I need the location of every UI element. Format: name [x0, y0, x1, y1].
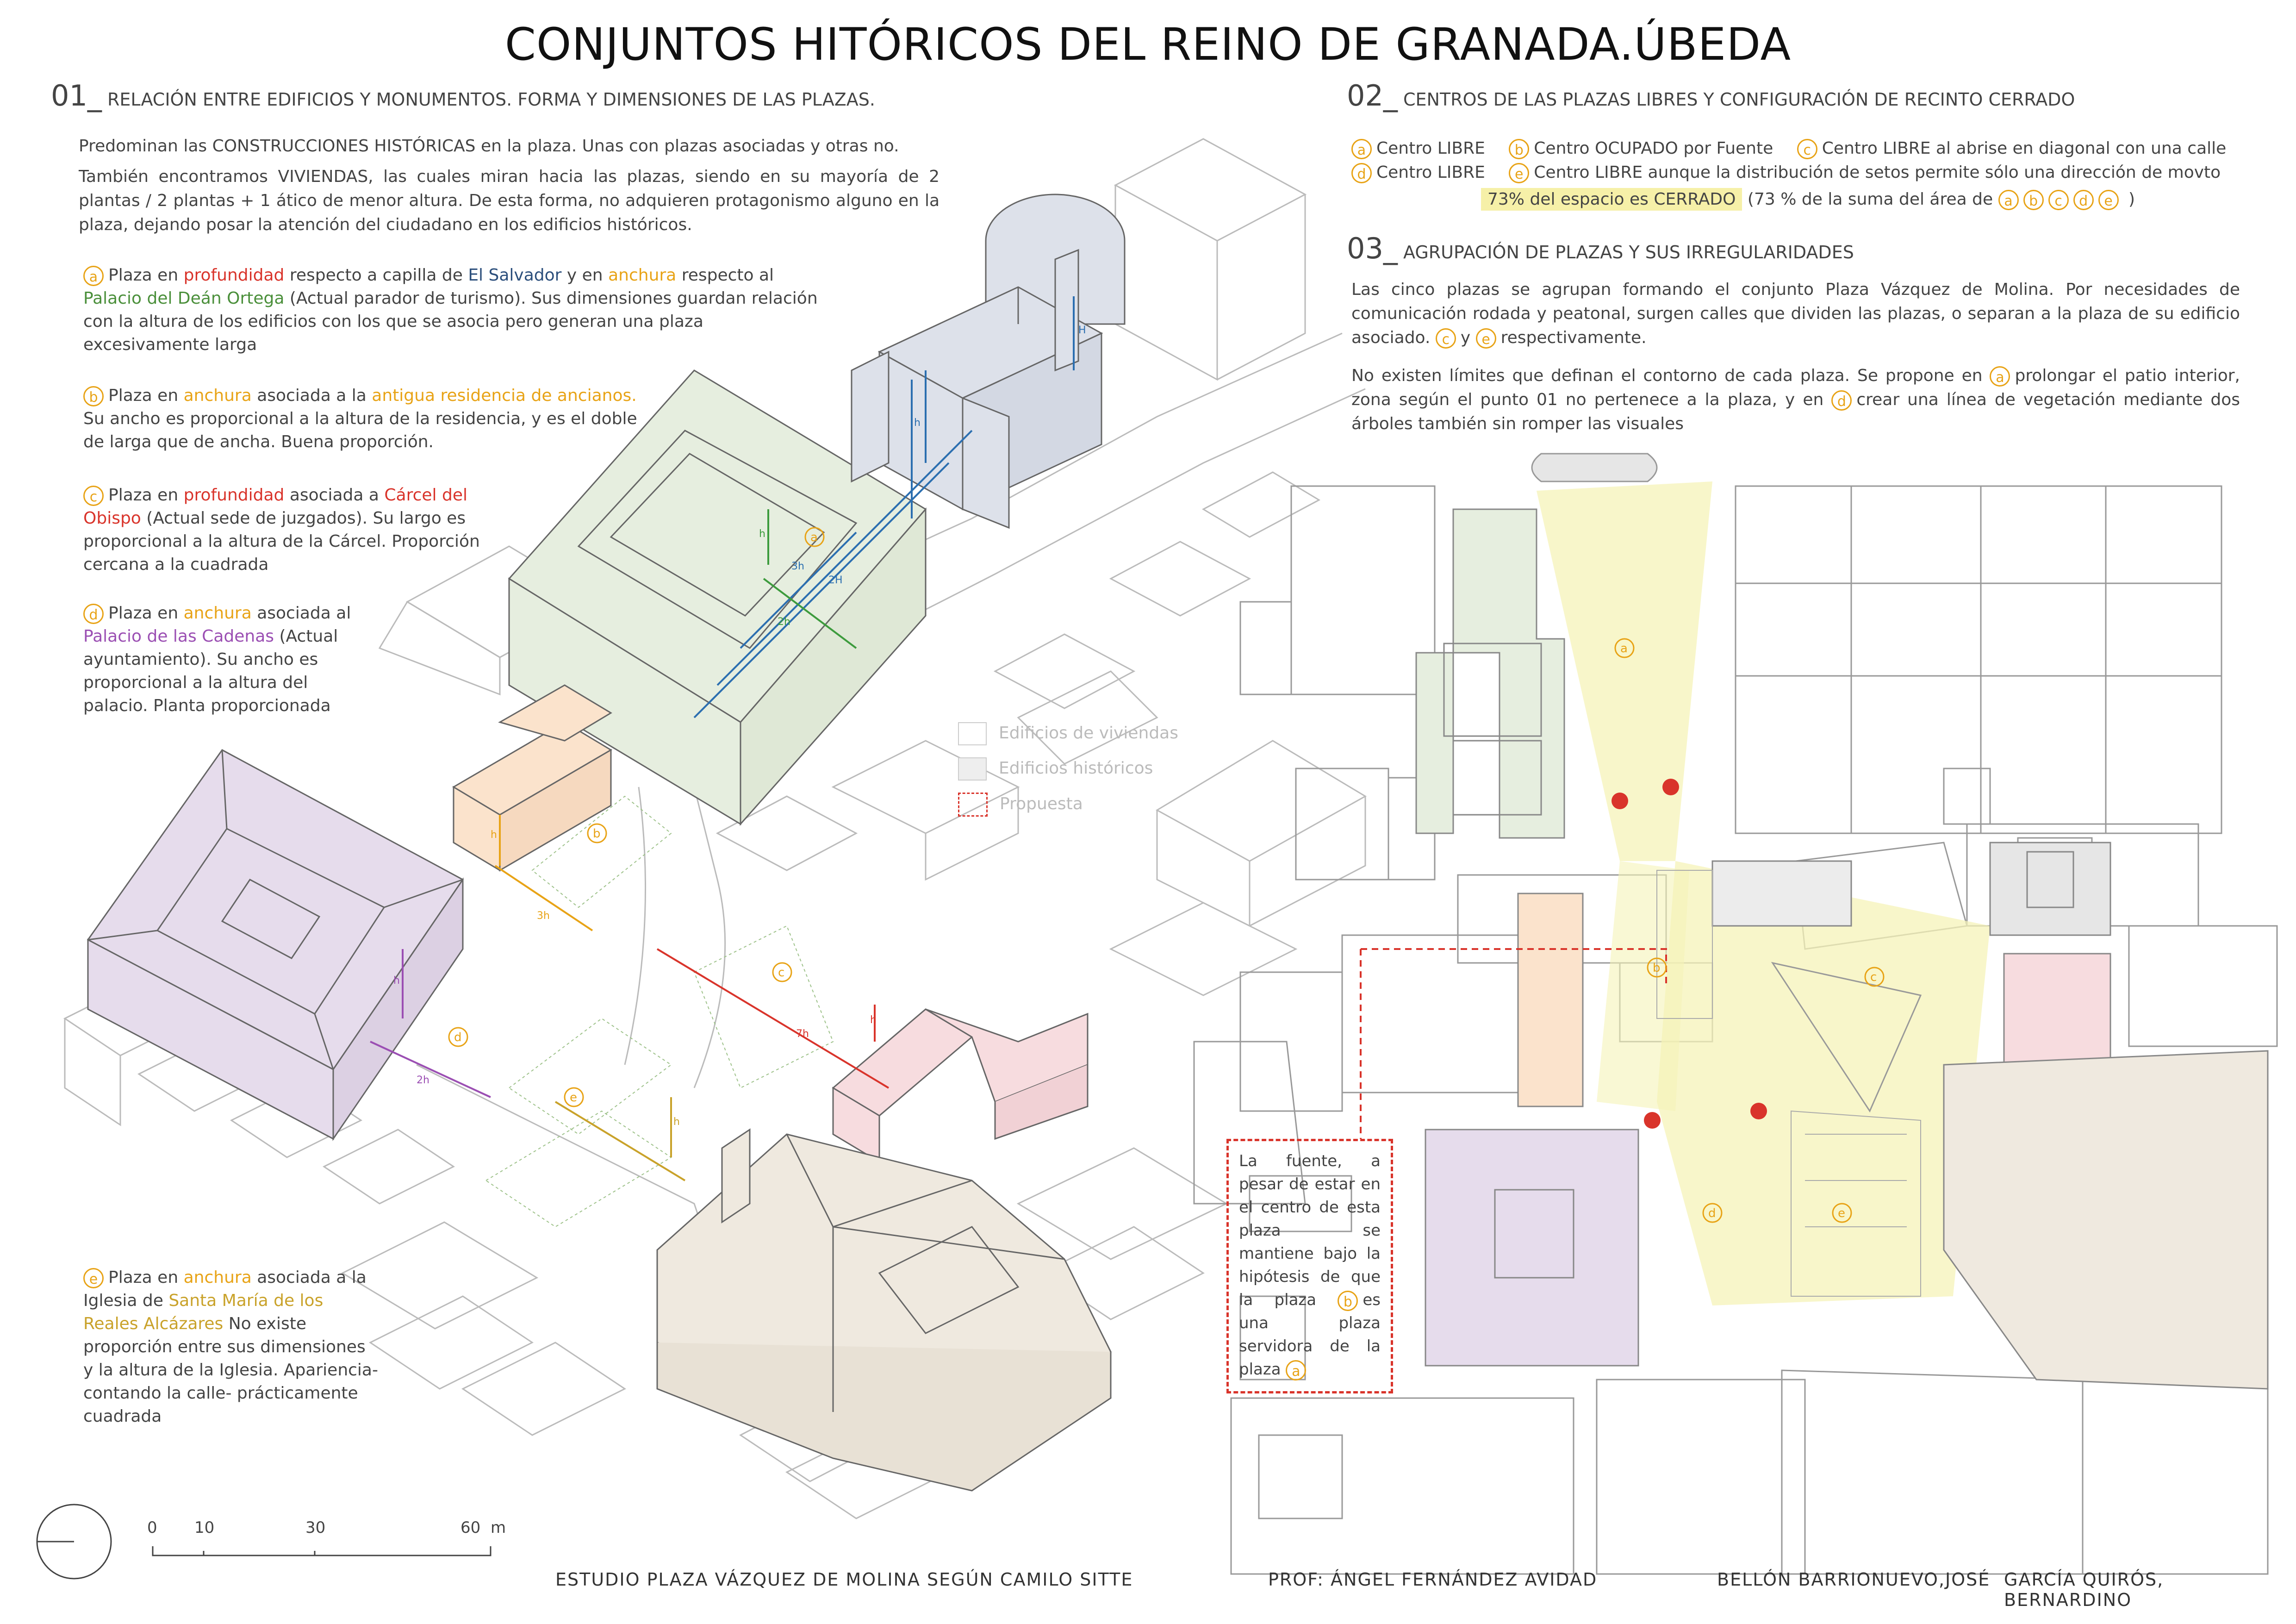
tree-icon — [1750, 1103, 1767, 1119]
note-b-text: Plaza en — [108, 386, 184, 405]
circled-letter-d: d — [1831, 390, 1852, 411]
circled-letter-b: b — [2023, 190, 2044, 210]
section1-heading — [51, 79, 875, 112]
note-e-text: No existe proporción entre sus dimensiones y la altura de la Iglesia. Apariencia-contando la calle- prácticamente cuadrada — [83, 1314, 378, 1426]
circled-letter-e: e — [83, 1268, 104, 1288]
svg-text:2H: 2H — [828, 575, 843, 586]
svg-text:H: H — [1078, 325, 1086, 336]
svg-text:a: a — [1620, 642, 1628, 656]
section1-title: RELACIÓN ENTRE EDIFICIOS Y MONUMENTOS. FORMA Y DIMENSIONES DE LAS PLAZAS. — [107, 89, 875, 110]
section2-list — [1351, 137, 2240, 212]
note-d-text: anchura — [183, 604, 252, 623]
note-a-text: (Actual parador de turismo). Sus dimensiones guardan relación con la altura de los edificios con los que se asocia pero generan una plaza excesivamente larga — [83, 289, 818, 354]
note-b — [83, 384, 657, 454]
note-a-text: respecto al — [676, 266, 774, 285]
circled-letter-e: e — [1476, 328, 1496, 349]
note-d-text: asociada al — [251, 604, 351, 623]
svg-text:3h: 3h — [537, 910, 550, 922]
note-e — [83, 1266, 380, 1428]
svg-text:3h: 3h — [791, 561, 804, 572]
note-c-text: Plaza en — [108, 486, 184, 505]
limits-text-tail: crear una línea de vegetación mediante dos árboles también sin romper las visuales — [1351, 390, 2240, 433]
note-b-text: antigua residencia de ancianos. — [372, 386, 637, 405]
intro-housing: También encontramos VIVIENDAS, las cuales miran hacia las plazas, siendo en su mayoría de 2 plantas / 2 plantas + 1 ático de menor altura. De esta forma, no adquieren protagonismo alguno en la plaza, dejando posar la atención del ciudadano en los edificios históricos. — [79, 167, 940, 234]
section2-title: CENTROS DE LAS PLAZAS LIBRES Y CONFIGURACIÓN DE RECINTO CERRADO — [1403, 89, 2075, 110]
circled-letter-e: e — [1509, 163, 1529, 183]
svg-text:h: h — [673, 1116, 680, 1128]
circled-letter-c: c — [83, 486, 104, 506]
svg-text:h: h — [393, 975, 400, 987]
legend-housing: Edificios de viviendas — [999, 724, 1178, 743]
svg-text:a: a — [810, 531, 818, 544]
circled-letter-a: a — [1286, 1360, 1306, 1380]
tree-icon — [1612, 793, 1628, 809]
note-b-text: Su ancho es proporcional a la altura de la residencia, y es el doble de larga que de ancha. Buena proporción. — [83, 409, 637, 451]
svg-text:7h: 7h — [796, 1028, 809, 1040]
center-e: Centro LIBRE aunque la distribución de setos permite sólo una dirección de movto — [1534, 163, 2221, 182]
note-d — [83, 602, 361, 718]
scale-0: 0 — [147, 1518, 157, 1537]
note-b-text: anchura — [183, 386, 252, 405]
closed-percentage-close: ) — [2128, 190, 2135, 209]
limits-text: No existen límites que definan el contorno de cada plaza. Se propone en — [1351, 366, 1983, 385]
note-e-text: Plaza en — [108, 1268, 184, 1287]
circled-letter-a: a — [1998, 190, 2019, 210]
fountain-note-text: La fuente, a pesar de estar en el centro de esta plaza se mantiene bajo la hipótesis de que la plaza — [1239, 1152, 1381, 1309]
note-a-text: El Salvador — [468, 266, 562, 285]
center-c: Centro LIBRE al abrise en diagonal con una calle — [1822, 139, 2227, 158]
section3-heading — [1347, 231, 1854, 265]
intro-historic: Predominan las CONSTRUCCIONES HISTÓRICAS en la plaza. Unas con plazas asociadas y otras no. — [79, 137, 899, 156]
legend-historic: Edificios históricos — [999, 759, 1153, 778]
svg-text:h: h — [759, 528, 765, 540]
footer-author-2: GARCÍA QUIRÓS, BERNARDINO — [2004, 1569, 2164, 1610]
circled-letter-c: c — [2048, 190, 2069, 210]
circled-letter-a: a — [83, 266, 104, 286]
note-c — [83, 484, 481, 576]
grouping-text: Las cinco plazas se agrupan formando el conjunto Plaza Vázquez de Molina. Por necesidades de comunicación rodada y peatonal, surgen calles que dividen las plazas, o separan a la plaza de su edificio asociado. — [1351, 280, 2240, 347]
note-b-text: asociada a la — [251, 386, 372, 405]
note-a-text: profundidad — [183, 266, 285, 285]
circled-letter-b: b — [83, 386, 104, 406]
scale-unit: m — [491, 1518, 506, 1537]
svg-text:b: b — [593, 827, 601, 841]
svg-text:h: h — [491, 829, 497, 841]
section3-number: 03_ — [1347, 231, 1398, 265]
svg-text:e: e — [570, 1091, 577, 1105]
circled-letter-a: a — [1351, 139, 1372, 159]
svg-text:c: c — [1870, 970, 1877, 984]
section2-number: 02_ — [1347, 79, 1398, 112]
closed-percentage-detail: (73 % de la suma del área de — [1747, 190, 1993, 209]
note-d-text: (Actual ayuntamiento). Su ancho es proporcional a la altura del palacio. Planta proporcionada — [83, 627, 338, 715]
closed-percentage: 73% del espacio es CERRADO — [1481, 188, 1742, 211]
note-e-text: asociada a la Iglesia de — [83, 1268, 367, 1310]
note-a — [83, 264, 824, 356]
note-d-text: Palacio de las Cadenas — [83, 627, 274, 646]
scale-30: 30 — [305, 1518, 326, 1537]
circled-letter-c: c — [1436, 328, 1456, 349]
scale-60: 60 — [460, 1518, 481, 1537]
grouping-text-tail: respectivamente. — [1500, 328, 1647, 347]
legend-swatch-historic — [958, 757, 987, 781]
note-a-text: respecto a capilla de — [284, 266, 468, 285]
circled-letter-d: d — [1351, 163, 1372, 183]
center-a: Centro LIBRE — [1376, 139, 1485, 158]
note-c-text: (Actual sede de juzgados). Su largo es proporcional a la altura de la Cárcel. Proporción cercana a la cuadrada — [83, 509, 480, 574]
svg-text:d: d — [1708, 1206, 1716, 1220]
page-title: CONJUNTOS HITÓRICOS DEL REINO DE GRANADA.ÚBEDA — [504, 19, 1792, 70]
tree-icon — [1662, 779, 1679, 795]
note-e-text: Santa María de los Reales Alcázares — [83, 1291, 324, 1333]
section1-intro — [79, 134, 940, 237]
svg-text:c: c — [778, 966, 785, 980]
note-e-text: anchura — [183, 1268, 252, 1287]
svg-text:h: h — [870, 1014, 877, 1026]
footer-study: ESTUDIO PLAZA VÁZQUEZ DE MOLINA SEGÚN CAMILO SITTE — [555, 1569, 1133, 1590]
legend-proposal: Propuesta — [1000, 794, 1083, 813]
note-c-text: Cárcel del Obispo — [83, 486, 468, 528]
note-a-text: Plaza en — [108, 266, 184, 285]
note-a-text: Palacio del Deán Ortega — [83, 289, 285, 308]
fountain-note-mid: es una plaza servidora de la plaza — [1239, 1291, 1381, 1379]
svg-text:e: e — [1838, 1206, 1845, 1220]
grouping-text-and: y — [1460, 328, 1471, 347]
svg-text:h: h — [914, 417, 921, 429]
note-d-text: Plaza en — [108, 604, 184, 623]
section1-number: 01_ — [51, 79, 102, 112]
footer-prof: PROF: ÁNGEL FERNÁNDEZ AVIDAD — [1268, 1569, 1598, 1590]
circled-letter-b: b — [1338, 1291, 1358, 1311]
svg-text:2h: 2h — [778, 616, 790, 628]
section3-text — [1351, 278, 2240, 436]
scale-10: 10 — [194, 1518, 215, 1537]
section3-title: AGRUPACIÓN DE PLAZAS Y SUS IRREGULARIDADES — [1403, 242, 1854, 262]
note-a-text: anchura — [608, 266, 677, 285]
fountain-note — [1226, 1139, 1393, 1393]
circled-letter-a: a — [1990, 366, 2010, 387]
legend-swatch-proposal — [958, 793, 988, 817]
limits-text-mid: prolongar el patio interior, zona según el punto 01 no pertenece a la plaza, y en — [1351, 366, 2240, 409]
center-d: Centro LIBRE — [1376, 163, 1485, 182]
section2-heading — [1347, 79, 2075, 112]
circled-letter-c: c — [1797, 139, 1817, 159]
note-c-text: asociada a — [284, 486, 385, 505]
circled-letter-b: b — [1509, 139, 1529, 159]
center-b: Centro OCUPADO por Fuente — [1534, 139, 1773, 158]
svg-text:2h: 2h — [417, 1074, 429, 1086]
note-c-text: profundidad — [183, 486, 285, 505]
footer-author-1: BELLÓN BARRIONUEVO,JOSÉ — [1717, 1569, 1991, 1590]
legend-swatch-housing — [958, 722, 987, 745]
circled-letter-d: d — [2073, 190, 2094, 210]
circled-letter-d: d — [83, 604, 104, 624]
circled-letter-e: e — [2098, 190, 2119, 210]
note-a-text: y en — [561, 266, 609, 285]
tree-icon — [1644, 1112, 1661, 1129]
legend — [958, 722, 1178, 817]
svg-text:d: d — [454, 1031, 462, 1044]
svg-text:b: b — [1653, 961, 1661, 975]
